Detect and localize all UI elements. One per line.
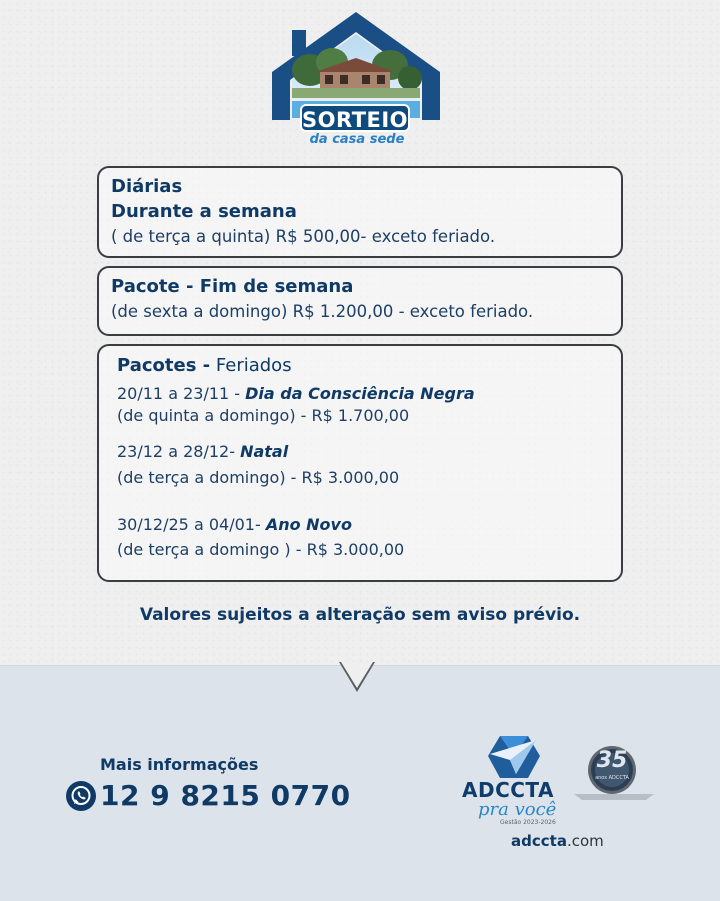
feriado-item-detail: (de quinta a domingo) - R$ 1.700,00 xyxy=(117,406,410,425)
feriado-name: Natal xyxy=(240,442,289,461)
sorteio-badge: SORTEIO xyxy=(300,104,410,132)
badge-subtitle: da casa sede xyxy=(309,132,405,147)
feriado-name: Ano Novo xyxy=(265,515,352,534)
contact-label: Mais informações xyxy=(100,755,259,774)
feriado-item-dates xyxy=(117,515,352,534)
feriado-dates: 30/12/25 a 04/01- xyxy=(117,515,266,534)
brand-gestao: Gestão 2023-2026 xyxy=(500,819,556,826)
feriado-item-dates xyxy=(117,384,475,403)
anniversary-text: anos ADCCTA xyxy=(595,775,629,781)
feriados-title xyxy=(117,355,292,376)
diarias-subtitle: Durante a semana xyxy=(111,201,297,222)
fim-de-semana-title-bold: Pacote - xyxy=(111,276,194,297)
feriado-item-detail: (de terça a domingo) - R$ 3.000,00 xyxy=(117,468,400,487)
feriados-title-bold: Pacotes - xyxy=(117,355,211,376)
website-bold: adccta xyxy=(511,832,567,850)
fim-de-semana-detail: (de sexta a domingo) R$ 1.200,00 - exceto feriado. xyxy=(111,302,534,321)
diarias-title: Diárias xyxy=(111,176,183,197)
brand-tagline: pra você xyxy=(478,799,557,820)
diarias-detail: ( de terça a quinta) R$ 500,00- exceto feriado. xyxy=(111,227,496,246)
feriado-item-detail: (de terça a domingo ) - R$ 3.000,00 xyxy=(117,540,405,559)
website-link[interactable] xyxy=(511,832,604,850)
fim-de-semana-title xyxy=(111,276,353,297)
price-notice: Valores sujeitos a alteração sem aviso prévio. xyxy=(139,605,581,625)
adccta-logo-icon xyxy=(486,734,542,780)
whatsapp-icon xyxy=(66,781,96,811)
feriado-name: Dia da Consciência Negra xyxy=(245,384,475,403)
anniversary-number: 35 xyxy=(596,748,628,773)
feriado-dates: 23/12 a 28/12- xyxy=(117,442,241,461)
feriados-title-rest: Feriados xyxy=(210,355,292,376)
phone-number[interactable]: 12 9 8215 0770 xyxy=(100,779,351,812)
fim-de-semana-title-rest: Fim de semana xyxy=(193,276,354,297)
brand-name: ADCCTA xyxy=(462,778,555,802)
website-rest: .com xyxy=(566,832,604,850)
feriado-dates: 20/11 a 23/11 - xyxy=(117,384,246,403)
feriado-item-dates xyxy=(117,442,288,461)
